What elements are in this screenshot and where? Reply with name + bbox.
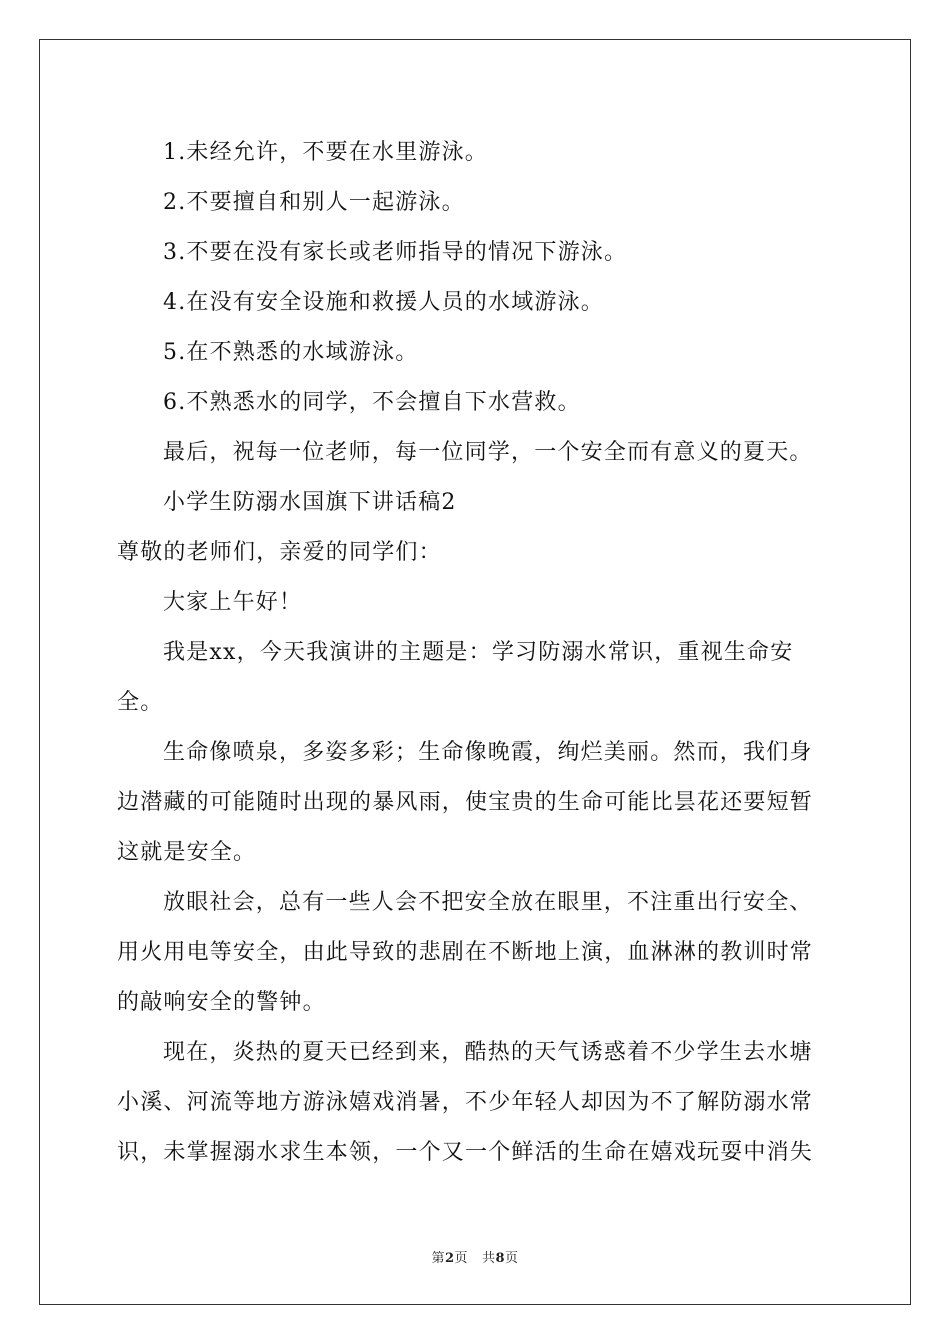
closing-line: 最后，祝每一位老师，每一位同学，一个安全而有意义的夏天。 [163,440,813,465]
footer-total-prefix: 共 [481,1251,496,1266]
current-page-number: 2 [444,1251,455,1266]
greeting: 大家上午好！ [163,590,303,615]
salutation: 尊敬的老师们，亲爱的同学们： [117,540,442,565]
paragraph-line: 全。 [117,690,164,715]
paragraph-line: 边潜藏的可能随时出现的暴风雨，使宝贵的生命可能比昙花还要短暂 [117,790,814,815]
page-footer [0,1247,950,1266]
paragraph-line: 小溪、河流等地方游泳嬉戏消暑，不少年轻人却因为不了解防溺水常 [117,1090,814,1115]
paragraph-line: 的敲响安全的警钟。 [117,990,326,1015]
paragraph-line: 用火用电等安全，由此导致的悲剧在不断地上演，血淋淋的教训时常 [117,940,814,965]
footer-total-unit: 页 [505,1251,519,1266]
paragraph-line: 现在，炎热的夏天已经到来，酷热的天气诱惑着不少学生去水塘 [163,1040,813,1065]
list-item: 4.在没有安全设施和救援人员的水域游泳。 [163,290,604,315]
list-item: 1.未经允许，不要在水里游泳。 [163,140,488,165]
paragraph-line: 识，未掌握溺水求生本领，一个又一个鲜活的生命在嬉戏玩耍中消失 [117,1140,814,1165]
footer-page-unit: 页 [454,1251,469,1266]
paragraph-line: 我是xx，今天我演讲的主题是：学习防溺水常识，重视生命安 [163,640,794,665]
document-body [117,128,837,1178]
list-item: 5.在不熟悉的水域游泳。 [163,340,419,365]
paragraph-line: 这就是安全。 [117,840,257,865]
list-item: 6.不熟悉水的同学，不会擅自下水营救。 [163,390,581,415]
paragraph-line: 放眼社会，总有一些人会不把安全放在眼里，不注重出行安全、 [163,890,813,915]
list-item: 2.不要擅自和别人一起游泳。 [163,190,465,215]
section-title: 小学生防溺水国旗下讲话稿2 [163,490,457,515]
list-item: 3.不要在没有家长或老师指导的情况下游泳。 [163,240,628,265]
total-pages-number: 8 [495,1251,506,1266]
paragraph-line: 生命像喷泉，多姿多彩；生命像晚霞，绚烂美丽。然而，我们身 [163,740,813,765]
footer-prefix: 第 [431,1251,445,1266]
